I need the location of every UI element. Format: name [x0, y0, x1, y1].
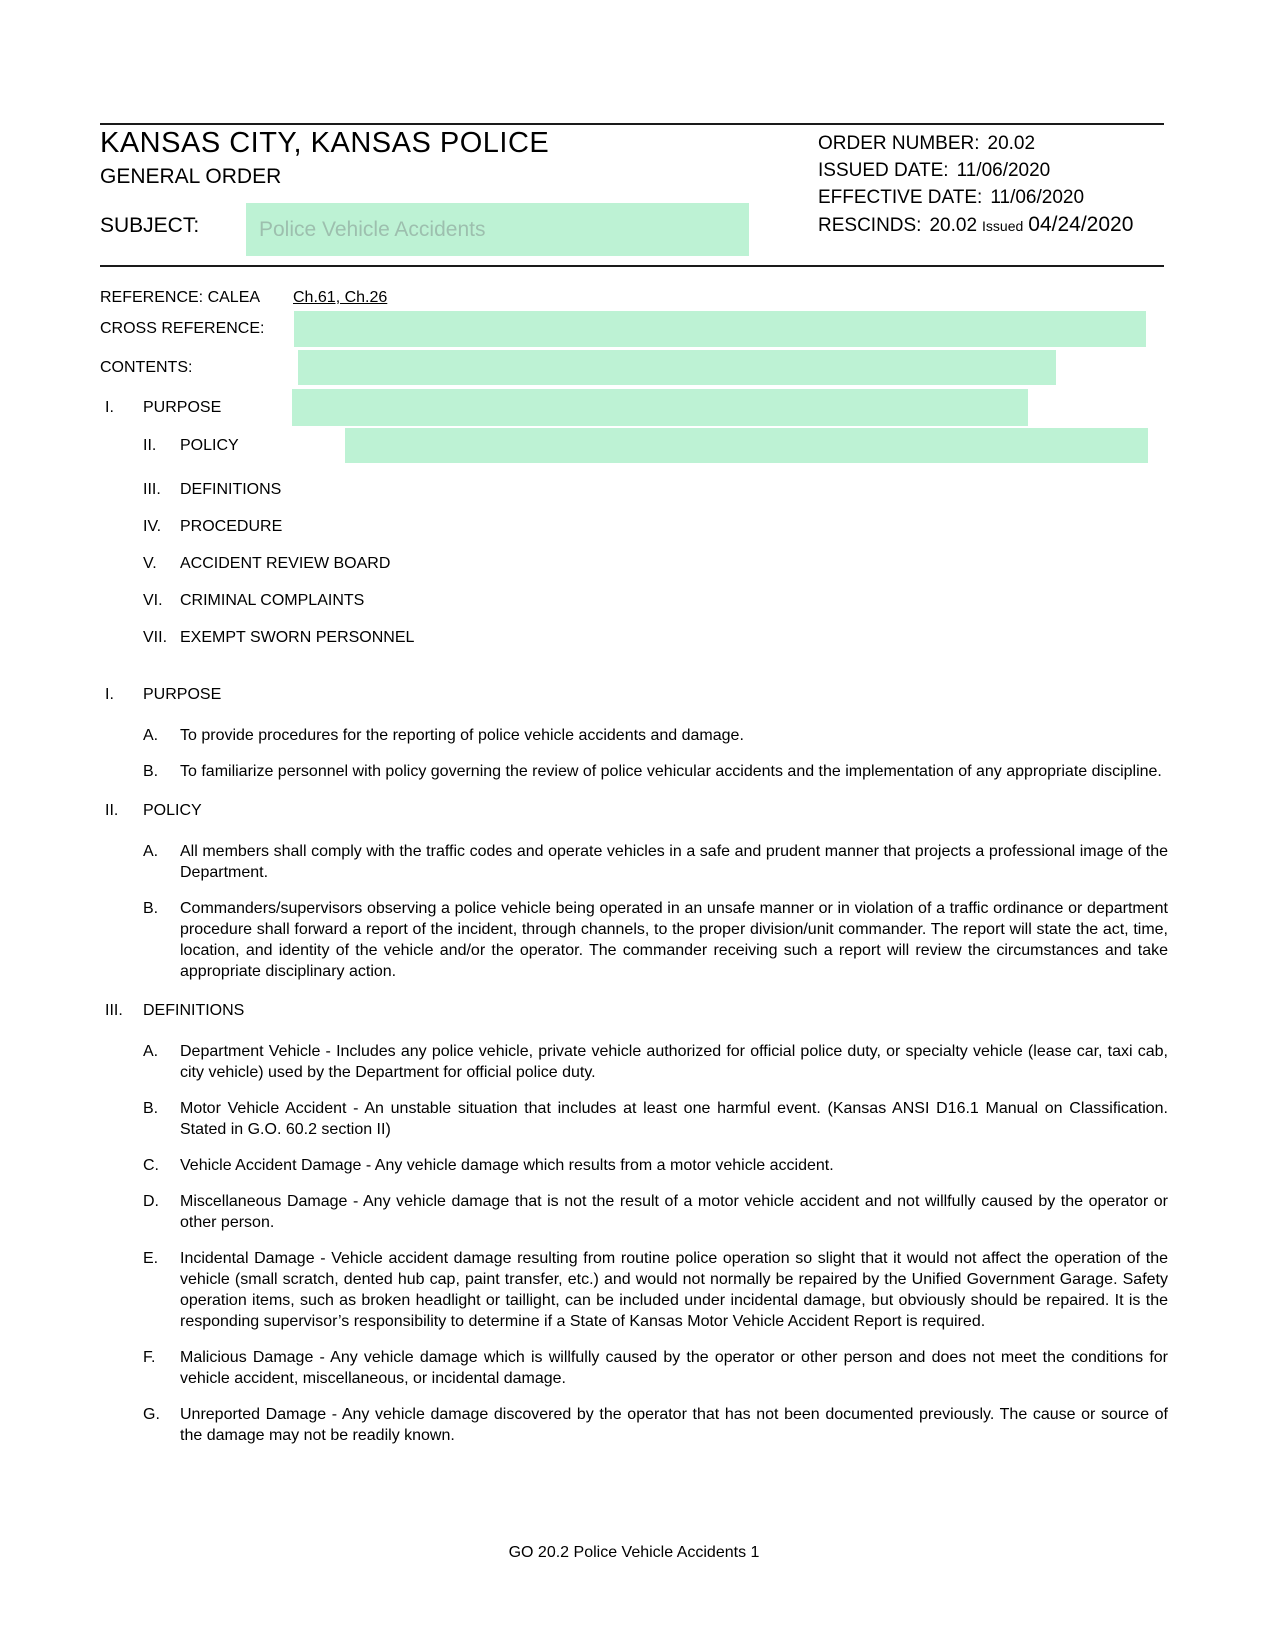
item-letter: A.: [143, 1043, 159, 1060]
item-letter: B.: [143, 900, 159, 917]
cross-reference-row: [100, 311, 1168, 347]
list-item: [100, 725, 1168, 746]
item-letter: A.: [143, 843, 159, 860]
section-numeral: I.: [105, 686, 114, 703]
list-item: [100, 1347, 1168, 1389]
item-letter: D.: [143, 1193, 159, 1210]
document-body: [100, 265, 1168, 1446]
page-subtitle: GENERAL ORDER: [100, 165, 282, 188]
item-letter: E.: [143, 1250, 159, 1267]
rescinds-line: [818, 211, 1133, 240]
toc-label: POLICY: [180, 436, 239, 454]
effective-date-label: EFFECTIVE DATE:: [818, 187, 983, 208]
policy-redaction-highlight: [345, 428, 1148, 463]
toc-item-policy: [100, 428, 1168, 463]
toc-label: ACCIDENT REVIEW BOARD: [180, 555, 391, 572]
issued-date-label: ISSUED DATE:: [818, 160, 949, 181]
toc-numeral: II.: [143, 436, 157, 454]
effective-date-value: 11/06/2020: [990, 187, 1085, 208]
subject-label: SUBJECT:: [100, 214, 200, 237]
section-title: DEFINITIONS: [143, 1002, 245, 1019]
item-letter: A.: [143, 727, 159, 744]
issued-date-line: [818, 157, 1133, 184]
issued-date-value: 11/06/2020: [956, 160, 1051, 181]
contents-label: CONTENTS:: [100, 358, 193, 376]
toc-numeral: IV.: [143, 518, 162, 535]
order-number-line: [818, 130, 1133, 157]
toc-item-definitions: [100, 479, 1168, 500]
effective-date-line: [818, 184, 1133, 211]
toc-label: PROCEDURE: [180, 518, 283, 535]
item-letter: F.: [143, 1349, 156, 1366]
toc-numeral: VI.: [143, 592, 163, 609]
section-numeral: III.: [105, 1002, 123, 1019]
page-title: KANSAS CITY, KANSAS POLICE: [100, 127, 550, 159]
toc-numeral: III.: [143, 481, 161, 498]
subject-highlight: [246, 203, 749, 256]
toc-numeral: V.: [143, 555, 157, 572]
section-title: PURPOSE: [143, 686, 222, 703]
subject-value: Police Vehicle Accidents: [259, 217, 486, 241]
purpose-redaction-highlight: [292, 389, 1028, 426]
list-item: [100, 1191, 1168, 1233]
item-letter: C.: [143, 1157, 159, 1174]
item-letter: B.: [143, 763, 159, 780]
list-item: [100, 1155, 1168, 1176]
rescinds-issued-date: 04/24/2020: [1028, 213, 1134, 236]
reference-label: REFERENCE: CALEA: [100, 289, 261, 306]
item-text: Unreported Damage - Any vehicle damage discovered by the operator that has not been documented previously. The cause or source of the damage may not be readily known.: [180, 1406, 1168, 1444]
toc-item-procedure: [100, 516, 1168, 537]
cross-reference-redaction-highlight: [294, 311, 1146, 347]
item-letter: G.: [143, 1406, 160, 1423]
rescinds-label: RESCINDS:: [818, 215, 922, 236]
item-letter: B.: [143, 1100, 159, 1117]
toc-item-accident-review-board: [100, 553, 1168, 574]
reference-row: [100, 287, 1168, 308]
list-item: [100, 841, 1168, 883]
item-text: Vehicle Accident Damage - Any vehicle damage which results from a motor vehicle accident.: [180, 1157, 834, 1174]
contents-row: [100, 350, 1168, 385]
section-heading-definitions: [100, 1000, 1168, 1021]
toc-item-purpose: [100, 389, 1168, 426]
list-item: [100, 1098, 1168, 1140]
toc-label: CRIMINAL COMPLAINTS: [180, 592, 365, 609]
item-text: Department Vehicle - Includes any police vehicle, private vehicle authorized for official police duty, or specialty vehicle (lease car, taxi cab, city vehicle) used by the Department for official police duty.: [180, 1043, 1168, 1081]
toc-item-exempt-sworn-personnel: [100, 627, 1168, 648]
item-text: Incidental Damage - Vehicle accident damage resulting from routine police operation so slight that it would not affect the operation of the vehicle (small scratch, dented hub cap, paint transfer, etc.) and would not normally be repaired by the Unified Government Garage. Safety operation items, such as broken headlight or taillight, can be included under incidental damage, but obviously should be repaired. It is the responding supervisor’s responsibility to determine if a State of Kansas Motor Vehicle Accident Report is required.: [180, 1250, 1168, 1330]
item-text: All members shall comply with the traffic codes and operate vehicles in a safe and prudent manner that projects a professional image of the Department.: [180, 843, 1168, 881]
list-item: [100, 761, 1168, 782]
toc-numeral: I.: [105, 398, 114, 416]
order-number-label: ORDER NUMBER:: [818, 133, 980, 154]
list-item: [100, 1248, 1168, 1332]
contents-redaction-highlight: [298, 350, 1056, 385]
toc-label: EXEMPT SWORN PERSONNEL: [180, 629, 415, 646]
toc-numeral: VII.: [143, 629, 168, 646]
list-item: [100, 1041, 1168, 1083]
toc-label: PURPOSE: [143, 398, 222, 416]
order-meta: [818, 130, 1133, 240]
item-text: Motor Vehicle Accident - An unstable situation that includes at least one harmful event. (Kansas ANSI D16.1 Manual on Classification. Stated in G.O. 60.2 section II): [180, 1100, 1168, 1138]
list-item: [100, 898, 1168, 982]
section-title: POLICY: [143, 802, 202, 819]
toc-item-criminal-complaints: [100, 590, 1168, 611]
page-footer: GO 20.2 Police Vehicle Accidents 1: [508, 1544, 760, 1561]
section-heading-purpose: [100, 684, 1168, 705]
item-text: To familiarize personnel with policy governing the review of police vehicular accidents and the implementation of any appropriate discipline.: [180, 763, 1162, 780]
rescinds-issued-label: Issued: [982, 218, 1024, 234]
section-numeral: II.: [105, 802, 119, 819]
item-text: Commanders/supervisors observing a police vehicle being operated in an unsafe manner or in violation of a traffic ordinance or department procedure shall forward a report of the incident, through channels, to the proper division/unit commander. The report will state the act, time, location, and identity of the vehicle and/or the operator. The commander receiving such a report will review the circumstances and take appropriate disciplinary action.: [180, 900, 1168, 980]
reference-value: Ch.61, Ch.26: [293, 289, 388, 306]
order-number-value: 20.02: [987, 133, 1036, 154]
item-text: To provide procedures for the reporting of police vehicle accidents and damage.: [180, 727, 744, 744]
item-text: Miscellaneous Damage - Any vehicle damage that is not the result of a motor vehicle accident and not willfully caused by the operator or other person.: [180, 1193, 1168, 1231]
list-item: [100, 1404, 1168, 1446]
toc-label: DEFINITIONS: [180, 481, 282, 498]
cross-reference-label: CROSS REFERENCE:: [100, 320, 265, 337]
section-heading-policy: [100, 800, 1168, 821]
item-text: Malicious Damage - Any vehicle damage which is willfully caused by the operator or other person and does not meet the conditions for vehicle accident, miscellaneous, or incidental damage.: [180, 1349, 1168, 1387]
header-top-rule: [100, 123, 1164, 125]
rescinds-value: 20.02: [929, 215, 978, 236]
